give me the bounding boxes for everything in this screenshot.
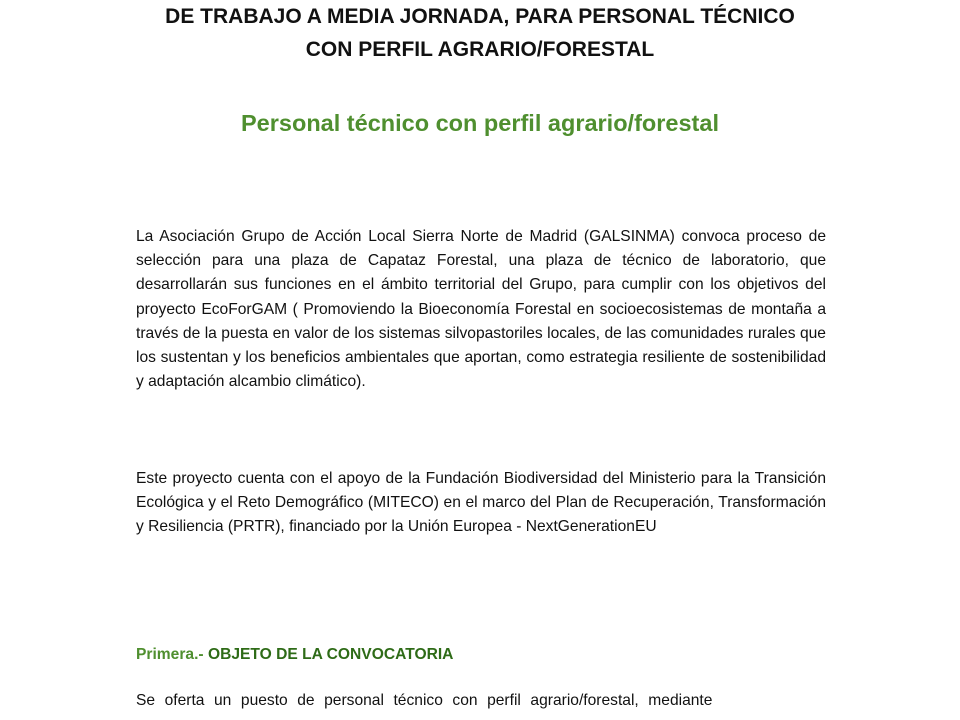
document-subtitle: Personal técnico con perfil agrario/forestal [241, 110, 719, 136]
section-heading-primera [136, 643, 453, 667]
document-title-line-1: DE TRABAJO A MEDIA JORNADA, PARA PERSONAL TÉCNICO [165, 5, 795, 28]
funding-paragraph: Este proyecto cuenta con el apoyo de la Fundación Biodiversidad del Ministerio para la Transición Ecológica y el Reto Demográfico (MITECO) en el marco del Plan de Recuperación, Transformación y Resiliencia (PRTR), financiado por la Unión Europea - NextGenerationEU [136, 470, 826, 536]
section-1-paragraph: Se oferta un puesto de personal técnico con perfil agrario/forestal, mediante [136, 692, 713, 709]
section-heading-prefix: Primera.- [136, 646, 208, 663]
document-title-line-2: CON PERFIL AGRARIO/FORESTAL [305, 38, 655, 61]
section-heading-text: OBJETO DE LA CONVOCATORIA [207, 646, 454, 663]
intro-paragraph: La Asociación Grupo de Acción Local Sierra Norte de Madrid (GALSINMA) convoca proceso de selección para una plaza de Capataz Forestal, una plaza de técnico de laboratorio, que desarrollarán sus funciones en el ámbito territorial del Grupo, para cumplir con los objetivos del proyecto EcoForGAM ( Promoviendo la Bioeconomía Forestal en socioecosistemas de montaña a través de la puesta en valor de los sistemas silvopastoriles locales, de las comunidades rurales que los sustentan y los beneficios ambientales que aportan, como estrategia resiliente de sostenibilidad y adaptación alcambio climático). [136, 228, 826, 391]
